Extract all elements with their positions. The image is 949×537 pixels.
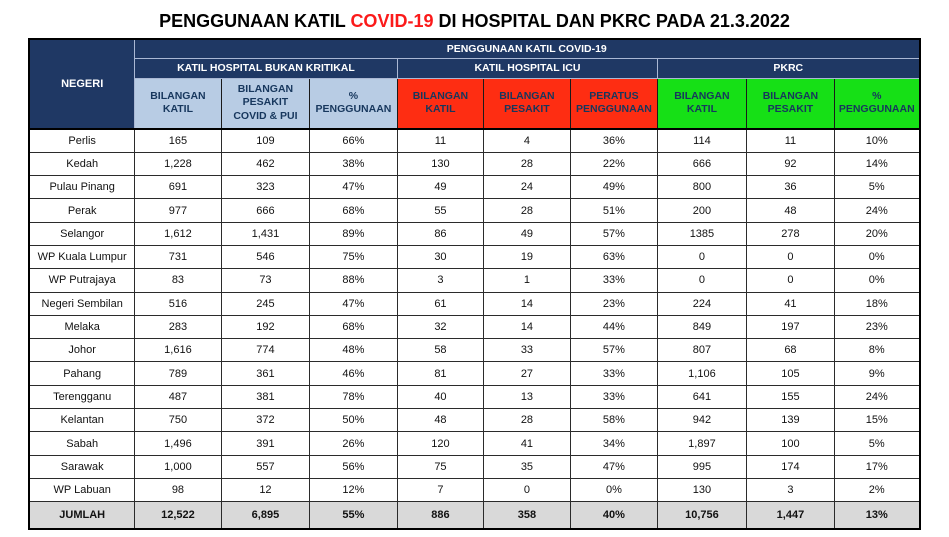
value-cell: 36 [746,176,834,199]
value-cell: 75 [397,455,483,478]
value-cell: 995 [657,455,746,478]
value-cell: 731 [134,245,221,268]
value-cell: 40% [570,502,657,529]
table-row [29,432,919,455]
value-cell: 33% [570,269,657,292]
value-cell: 1,496 [134,432,221,455]
value-cell: 192 [221,315,309,338]
value-cell: 33% [570,385,657,408]
subheader-pkrc-bilangan-pesakit: BILANGAN PESAKIT [746,78,834,129]
value-cell: 807 [657,339,746,362]
value-cell: 36% [570,129,657,152]
value-cell: 224 [657,292,746,315]
value-cell: 3 [397,269,483,292]
value-cell: 114 [657,129,746,152]
value-cell: 372 [221,409,309,432]
value-cell: 33% [570,362,657,385]
value-cell: 27 [483,362,570,385]
value-cell: 130 [657,478,746,501]
value-cell: 12 [221,478,309,501]
state-name-cell: Selangor [29,222,134,245]
value-cell: 774 [221,339,309,362]
state-name-cell: WP Labuan [29,478,134,501]
value-cell: 323 [221,176,309,199]
value-cell: 886 [397,502,483,529]
value-cell: 81 [397,362,483,385]
subheader-pkrc-peratus: % PENGGUNAAN [834,78,919,129]
value-cell: 942 [657,409,746,432]
value-cell: 86 [397,222,483,245]
value-cell: 24% [834,199,919,222]
value-cell: 139 [746,409,834,432]
value-cell: 691 [134,176,221,199]
table-row [29,199,919,222]
value-cell: 155 [746,385,834,408]
value-cell: 56% [309,455,397,478]
value-cell: 789 [134,362,221,385]
value-cell: 391 [221,432,309,455]
value-cell: 0 [483,478,570,501]
value-cell: 68% [309,315,397,338]
total-label-cell: JUMLAH [29,502,134,529]
value-cell: 0 [746,245,834,268]
value-cell: 68% [309,199,397,222]
state-name-cell: Sabah [29,432,134,455]
value-cell: 14 [483,315,570,338]
subheader-nonkritikal-bilangan-katil: BILANGAN KATIL [134,78,221,129]
value-cell: 44% [570,315,657,338]
value-cell: 11 [746,129,834,152]
value-cell: 14% [834,152,919,175]
value-cell: 6,895 [221,502,309,529]
value-cell: 666 [221,199,309,222]
value-cell: 47% [570,455,657,478]
value-cell: 55 [397,199,483,222]
value-cell: 174 [746,455,834,478]
table-row [29,478,919,501]
group-header-hospital-bukan-kritikal: KATIL HOSPITAL BUKAN KRITIKAL [134,58,397,78]
bed-usage-table [28,38,920,530]
subheader-pkrc-bilangan-katil: BILANGAN KATIL [657,78,746,129]
value-cell: 23% [570,292,657,315]
value-cell: 75% [309,245,397,268]
value-cell: 98 [134,478,221,501]
value-cell: 0% [834,245,919,268]
value-cell: 3 [746,478,834,501]
value-cell: 68 [746,339,834,362]
value-cell: 58% [570,409,657,432]
table-row [29,385,919,408]
value-cell: 49 [483,222,570,245]
value-cell: 28 [483,152,570,175]
table-row [29,339,919,362]
page-title [0,10,949,32]
value-cell: 30 [397,245,483,268]
subheader-icu-bilangan-pesakit: BILANGAN PESAKIT [483,78,570,129]
state-name-cell: Kedah [29,152,134,175]
value-cell: 197 [746,315,834,338]
title-text-suffix: DI HOSPITAL DAN PKRC PADA 21.3.2022 [433,11,790,31]
value-cell: 2% [834,478,919,501]
value-cell: 88% [309,269,397,292]
value-cell: 666 [657,152,746,175]
value-cell: 4 [483,129,570,152]
value-cell: 24% [834,385,919,408]
value-cell: 358 [483,502,570,529]
value-cell: 83 [134,269,221,292]
value-cell: 7 [397,478,483,501]
table-row [29,409,919,432]
value-cell: 487 [134,385,221,408]
subheader-icu-peratus: PERATUS PENGGUNAAN [570,78,657,129]
value-cell: 12% [309,478,397,501]
state-name-cell: Kelantan [29,409,134,432]
value-cell: 24 [483,176,570,199]
value-cell: 1,000 [134,455,221,478]
value-cell: 22% [570,152,657,175]
value-cell: 78% [309,385,397,408]
value-cell: 47% [309,176,397,199]
column-header-negeri: NEGERI [29,39,134,129]
value-cell: 41 [483,432,570,455]
title-text-prefix: PENGGUNAAN KATIL [159,11,351,31]
state-name-cell: Melaka [29,315,134,338]
value-cell: 46% [309,362,397,385]
value-cell: 47% [309,292,397,315]
table-row [29,269,919,292]
state-name-cell: Pahang [29,362,134,385]
value-cell: 10,756 [657,502,746,529]
value-cell: 105 [746,362,834,385]
state-name-cell: Perlis [29,129,134,152]
value-cell: 50% [309,409,397,432]
state-name-cell: Negeri Sembilan [29,292,134,315]
value-cell: 32 [397,315,483,338]
value-cell: 15% [834,409,919,432]
state-name-cell: Pulau Pinang [29,176,134,199]
value-cell: 63% [570,245,657,268]
value-cell: 20% [834,222,919,245]
subheader-nonkritikal-peratus: % PENGGUNAAN [309,78,397,129]
value-cell: 1,228 [134,152,221,175]
table-row [29,362,919,385]
value-cell: 283 [134,315,221,338]
value-cell: 40 [397,385,483,408]
value-cell: 9% [834,362,919,385]
value-cell: 35 [483,455,570,478]
value-cell: 8% [834,339,919,362]
state-name-cell: Terengganu [29,385,134,408]
state-name-cell: WP Putrajaya [29,269,134,292]
value-cell: 800 [657,176,746,199]
value-cell: 0 [657,269,746,292]
value-cell: 57% [570,222,657,245]
title-covid-highlight: COVID-19 [350,11,434,31]
value-cell: 14 [483,292,570,315]
value-cell: 66% [309,129,397,152]
value-cell: 92 [746,152,834,175]
value-cell: 49% [570,176,657,199]
table-row [29,129,919,152]
value-cell: 1,616 [134,339,221,362]
value-cell: 57% [570,339,657,362]
value-cell: 278 [746,222,834,245]
value-cell: 0 [746,269,834,292]
value-cell: 13% [834,502,919,529]
value-cell: 38% [309,152,397,175]
group-header-pkrc: PKRC [657,58,919,78]
value-cell: 0% [834,269,919,292]
value-cell: 546 [221,245,309,268]
value-cell: 48% [309,339,397,362]
value-cell: 120 [397,432,483,455]
value-cell: 5% [834,176,919,199]
value-cell: 55% [309,502,397,529]
table-row [29,222,919,245]
value-cell: 48 [746,199,834,222]
value-cell: 165 [134,129,221,152]
value-cell: 1385 [657,222,746,245]
value-cell: 26% [309,432,397,455]
value-cell: 0% [570,478,657,501]
value-cell: 1,431 [221,222,309,245]
value-cell: 10% [834,129,919,152]
value-cell: 11 [397,129,483,152]
value-cell: 58 [397,339,483,362]
value-cell: 73 [221,269,309,292]
value-cell: 977 [134,199,221,222]
value-cell: 462 [221,152,309,175]
value-cell: 23% [834,315,919,338]
state-name-cell: Johor [29,339,134,362]
value-cell: 245 [221,292,309,315]
table-top-header: PENGGUNAAN KATIL COVID-19 [134,39,919,58]
table-row [29,176,919,199]
value-cell: 130 [397,152,483,175]
table-body [29,129,919,529]
value-cell: 516 [134,292,221,315]
value-cell: 28 [483,199,570,222]
subheader-nonkritikal-bilangan-pesakit: BILANGAN PESAKIT COVID & PUI [221,78,309,129]
value-cell: 100 [746,432,834,455]
value-cell: 1,447 [746,502,834,529]
value-cell: 1,106 [657,362,746,385]
value-cell: 750 [134,409,221,432]
value-cell: 200 [657,199,746,222]
table-row [29,245,919,268]
value-cell: 33 [483,339,570,362]
value-cell: 19 [483,245,570,268]
value-cell: 641 [657,385,746,408]
value-cell: 51% [570,199,657,222]
value-cell: 48 [397,409,483,432]
value-cell: 13 [483,385,570,408]
table-row [29,315,919,338]
total-row [29,502,919,529]
value-cell: 0 [657,245,746,268]
table-row [29,455,919,478]
value-cell: 61 [397,292,483,315]
value-cell: 109 [221,129,309,152]
table-row [29,292,919,315]
value-cell: 5% [834,432,919,455]
value-cell: 41 [746,292,834,315]
value-cell: 849 [657,315,746,338]
state-name-cell: Sarawak [29,455,134,478]
table-row [29,152,919,175]
group-header-hospital-icu: KATIL HOSPITAL ICU [397,58,657,78]
value-cell: 557 [221,455,309,478]
subheader-icu-bilangan-katil: BILANGAN KATIL [397,78,483,129]
value-cell: 28 [483,409,570,432]
value-cell: 1 [483,269,570,292]
value-cell: 1,897 [657,432,746,455]
state-name-cell: Perak [29,199,134,222]
value-cell: 361 [221,362,309,385]
value-cell: 12,522 [134,502,221,529]
value-cell: 381 [221,385,309,408]
value-cell: 17% [834,455,919,478]
value-cell: 49 [397,176,483,199]
value-cell: 1,612 [134,222,221,245]
value-cell: 18% [834,292,919,315]
value-cell: 89% [309,222,397,245]
state-name-cell: WP Kuala Lumpur [29,245,134,268]
value-cell: 34% [570,432,657,455]
